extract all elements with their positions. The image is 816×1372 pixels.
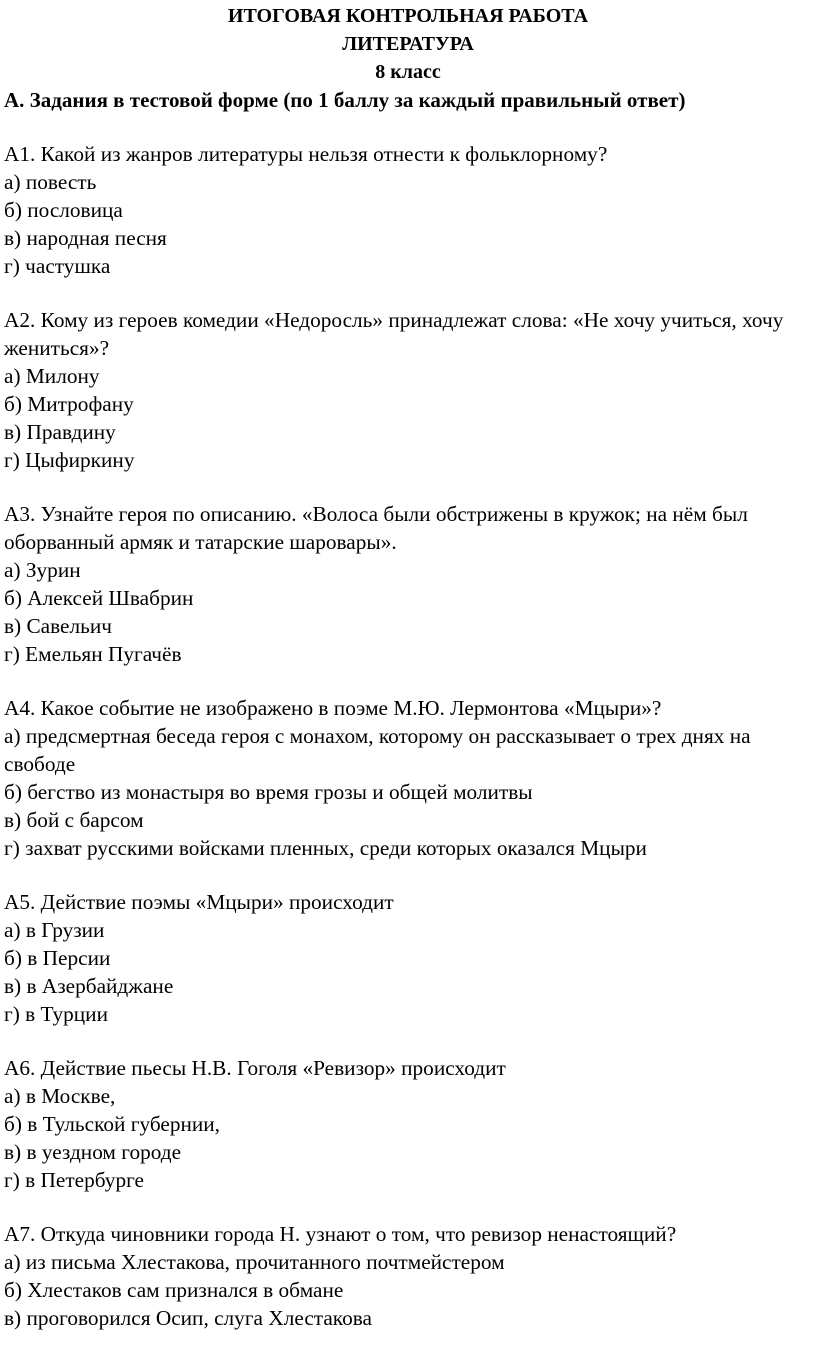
question-a5 <box>0 888 816 1028</box>
answer-option: г) Емельян Пугачёв <box>4 642 182 666</box>
answer-option: б) в Тульской губернии, <box>4 1112 220 1136</box>
section-title: А. Задания в тестовой форме (по 1 баллу за каждый правильный ответ) <box>4 88 686 112</box>
question-text: А7. Откуда чиновники города Н. узнают о том, что ревизор ненастоящий? <box>4 1222 677 1246</box>
answer-option: а) в Москве, <box>4 1084 116 1108</box>
answer-option: в) Правдину <box>4 420 116 444</box>
answer-option: а) повесть <box>4 170 97 194</box>
question-a1 <box>0 140 816 280</box>
question-text: А2. Кому из героев комедии «Недоросль» принадлежат слова: «Не хочу учиться, хочу жениться»? <box>4 308 784 360</box>
answer-option: г) в Петербурге <box>4 1168 144 1192</box>
question-a3 <box>0 500 816 668</box>
answer-option: а) из письма Хлестакова, прочитанного почтмейстером <box>4 1250 505 1274</box>
answer-option: а) в Грузии <box>4 918 105 942</box>
grade-label: 8 класс <box>375 61 441 83</box>
question-a7 <box>0 1220 816 1332</box>
answer-option: в) бой с барсом <box>4 808 144 832</box>
answer-option: а) Зурин <box>4 558 81 582</box>
answer-option: б) в Персии <box>4 946 111 970</box>
answer-option: в) народная песня <box>4 226 167 250</box>
question-a2 <box>0 306 816 474</box>
answer-option: б) бегство из монастыря во время грозы и общей молитвы <box>4 780 533 804</box>
answer-option: б) Хлестаков сам признался в обмане <box>4 1278 344 1302</box>
answer-option: г) частушка <box>4 254 111 278</box>
answer-option: в) проговорился Осип, слуга Хлестакова <box>4 1306 372 1330</box>
answer-option: б) пословица <box>4 198 123 222</box>
question-a6 <box>0 1054 816 1194</box>
answer-option: в) Савельич <box>4 614 112 638</box>
answer-option: в) в Азербайджане <box>4 974 174 998</box>
document-title: ИТОГОВАЯ КОНТРОЛЬНАЯ РАБОТА <box>227 5 589 27</box>
question-text: А4. Какое событие не изображено в поэме М.Ю. Лермонтова «Мцыри»? <box>4 696 662 720</box>
answer-option: а) Милону <box>4 364 100 388</box>
question-text: А6. Действие пьесы Н.В. Гоголя «Ревизор» происходит <box>4 1056 506 1080</box>
question-text: А3. Узнайте героя по описанию. «Волоса были обстрижены в кружок; на нём был оборванный армяк и татарские шаровары». <box>4 502 748 554</box>
answer-option: б) Алексей Швабрин <box>4 586 194 610</box>
question-a4 <box>0 694 816 862</box>
answer-option: а) предсмертная беседа героя с монахом, которому он рассказывает о трех днях на свободе <box>4 724 751 776</box>
answer-option: в) в уездном городе <box>4 1140 182 1164</box>
answer-option: г) Цыфиркину <box>4 448 135 472</box>
answer-option: г) в Турции <box>4 1002 108 1026</box>
question-text: А5. Действие поэмы «Мцыри» происходит <box>4 890 394 914</box>
answer-option: б) Митрофану <box>4 392 134 416</box>
question-text: А1. Какой из жанров литературы нельзя отнести к фольклорному? <box>4 142 608 166</box>
answer-option: г) захват русскими войсками пленных, среди которых оказался Мцыри <box>4 836 647 860</box>
subject-title: ЛИТЕРАТУРА <box>342 33 474 55</box>
